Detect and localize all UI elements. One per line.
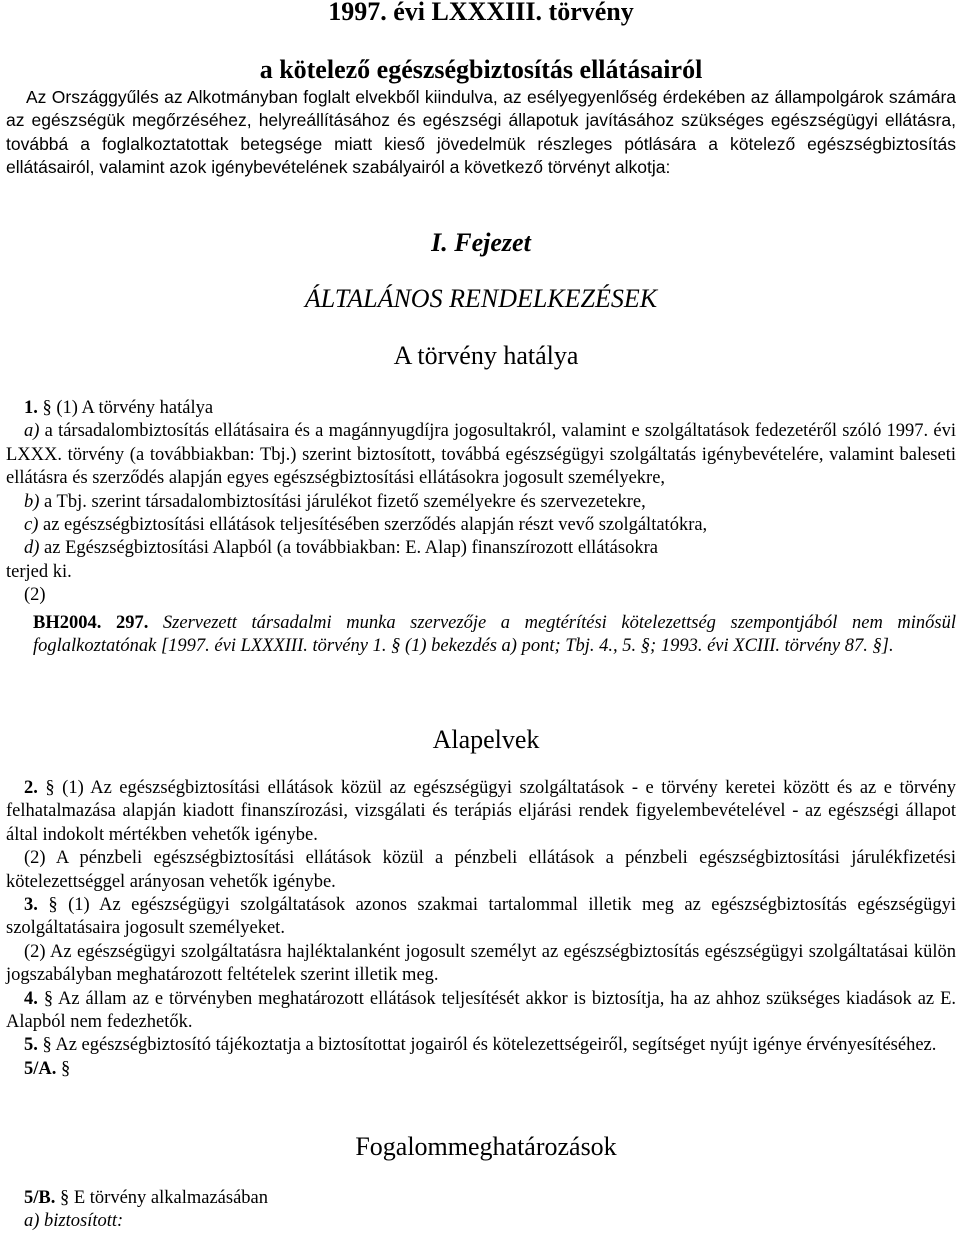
s5b-point-a: a) biztosított:	[24, 1211, 124, 1232]
s1-paragraph-2: (2)	[24, 585, 46, 606]
chapter-title: ÁLTALÁNOS RENDELKEZÉSEK	[304, 284, 658, 313]
s2-paragraph-2: (2) A pénzbeli egészségbiztosítási ellátások közül a pénzbeli ellátások a pénzbeli egészségbiztosítási járulékfizetési kötelezettséggel arányosan vehetők igénybe.	[6, 848, 956, 892]
s3-paragraph-2: (2) Az egészségügyi szolgáltatásra hajléktalanként jogosult személyt az egészségbiztosítás egészségügyi szolgáltatásai külön jogszabályban meghatározott feltételek szerint illetik meg.	[6, 941, 956, 986]
court-decision-ref: BH2004. 297.	[33, 612, 149, 633]
sections-2-5	[6, 777, 956, 1081]
section-1	[6, 397, 956, 658]
s1-point-a: a) a társadalombiztosítás ellátásaira és a magánnyugdíjra jogosultakról, valamint e szolgáltatások fedezetéről szóló 1997. évi LXXX. törvény (a továbbiakban: Tbj.) szerint biztosított, továbbá egészségügyi szolgáltatás igénybevételére, valamint baleseti ellátásra és szerződés alapján egyes egészségbiztosítási ellátásokra jogosult személyekre,	[6, 421, 956, 489]
court-decision-note: BH2004. 297. Szervezett társadalmi munka szervezője a megtérítési kötelezettség szempontjából nem minősül foglalkoztatónak [1997. évi LXXXIII. törvény 1. § (1) bekezdés a) pont; Tbj. 4., 5. §; 1993. évi XCIII. törvény 87. §].	[33, 612, 956, 657]
s5-text: 5. § Az egészségbiztosító tájékoztatja a biztosítottat jogairól és kötelezettségeiről, segítséget nyújt igénye érvényesítéséhez.	[24, 1035, 937, 1056]
s5a-text: 5/A. §	[24, 1058, 71, 1079]
s1-end: terjed ki.	[6, 561, 72, 582]
s1-point-c: c) az egészségbiztosítási ellátások teljesítésében szerződés alapján részt vevő szolgáltatókra,	[24, 515, 708, 536]
s1-point-b: b) a Tbj. szerint társadalombiztosítási járulékot fizető személyekre és szervezetekre,	[24, 491, 646, 512]
s5b-text: 5/B. § E törvény alkalmazásában	[24, 1188, 269, 1208]
section-title-scope: A törvény hatálya	[393, 341, 579, 370]
section-title-principles: Alapelvek	[432, 725, 540, 754]
preamble	[6, 86, 956, 180]
section-title-definitions: Fogalommeghatározások	[355, 1132, 617, 1161]
s1-intro: 1. § (1) A törvény hatálya	[24, 398, 214, 418]
s2-paragraph-1: 2. § (1) Az egészségbiztosítási ellátások közül az egészségügyi szolgáltatások - e törvény keretei között és az e törvény felhatalmazása alapján kiadott finanszírozási, vizsgálati és terápiás eljárási rendek figyelembevételével - az egészségi állapot által indokolt mértékben vehetők igénybe.	[6, 778, 956, 845]
s1-point-d: d) az Egészségbiztosítási Alapból (a továbbiakban: E. Alap) finanszírozott ellátásokra	[24, 538, 658, 559]
s3-paragraph-1: 3. § (1) Az egészségügyi szolgáltatások azonos szakmai tartalommal illetik meg az egészségbiztosítás egészségügyi szolgáltatásaira jogosult személyeket.	[6, 895, 956, 939]
law-subtitle: a kötelező egészségbiztosítás ellátásairól	[259, 55, 703, 84]
law-title: 1997. évi LXXXIII. törvény	[328, 0, 634, 26]
paragraph-sign: §	[42, 398, 52, 418]
s4-text: 4. § Az állam az e törvényben meghatározott ellátások teljesítését akkor is biztosítja, ha az ahhoz szükséges kiadások az E. Alapból nem fedezhetők.	[6, 988, 956, 1033]
chapter-number: I. Fejezet	[431, 228, 531, 257]
section-5b	[6, 1187, 956, 1234]
preamble-text: Az Országgyűlés az Alkotmányban foglalt elvekből kiindulva, az esélyegyenlőség érdekében az állampolgárok számára az egészségük megőrzéséhez, helyreállításához és egészségi állapotuk javításához szükséges egészségügyi ellátásra, továbbá a foglalkoztatottak betegsége miatt kieső jövedelmük részleges pótlására a kötelező egészségbiztosítás ellátásairól, valamint azok igénybevételének szabályairól a következő törvényt alkotja:	[6, 87, 956, 178]
